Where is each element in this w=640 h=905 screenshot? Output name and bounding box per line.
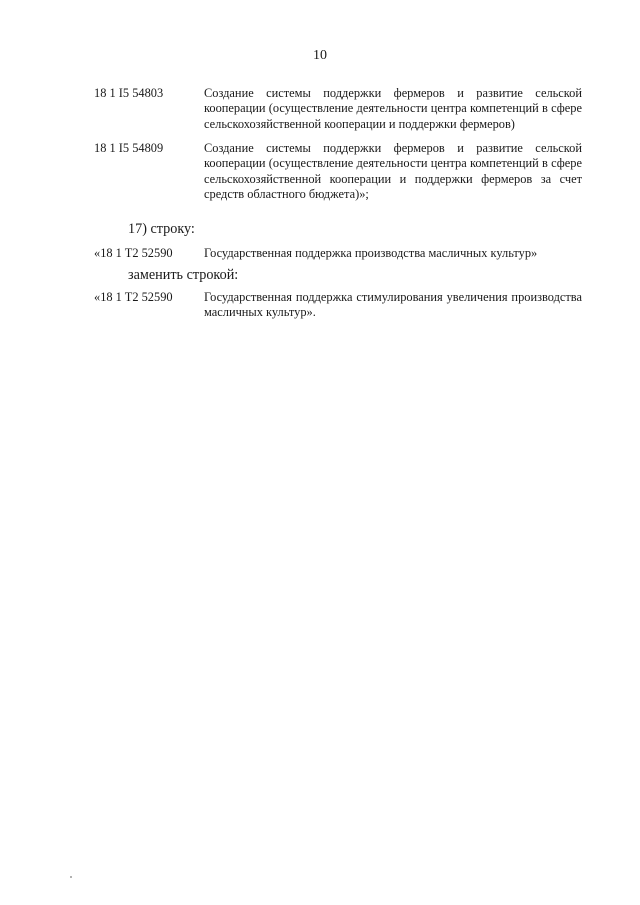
row-description: Государственная поддержка стимулирования увеличения производства масличных культур».: [204, 290, 582, 320]
scan-speck: [70, 876, 72, 878]
budget-code: 18 1 I5 54803: [94, 86, 164, 100]
item-heading: 17) строку:: [128, 221, 195, 237]
table-row-old: [94, 246, 582, 261]
table-row: [94, 141, 582, 203]
budget-code: «18 1 T2 52590: [94, 290, 173, 304]
replace-heading: заменить строкой:: [128, 267, 239, 283]
page-number: 10: [313, 48, 327, 63]
row-description: Создание системы поддержки фермеров и развитие сельской кооперации (осуществление деятельности центра компетенций в сфере сельскохозяйственной кооперации и поддержки фермеров): [204, 86, 582, 131]
row-description: Государственная поддержка производства масличных культур»: [204, 246, 538, 260]
budget-code: «18 1 T2 52590: [94, 246, 173, 260]
table-row: [94, 86, 582, 132]
row-description: Создание системы поддержки фермеров и развитие сельской кооперации (осуществление деятельности центра компетенций в сфере сельскохозяйственной кооперации и поддержки фермеров за счет средств областного бюджета)»;: [204, 141, 582, 202]
table-row-new: [94, 290, 582, 321]
budget-code: 18 1 I5 54809: [94, 141, 164, 155]
